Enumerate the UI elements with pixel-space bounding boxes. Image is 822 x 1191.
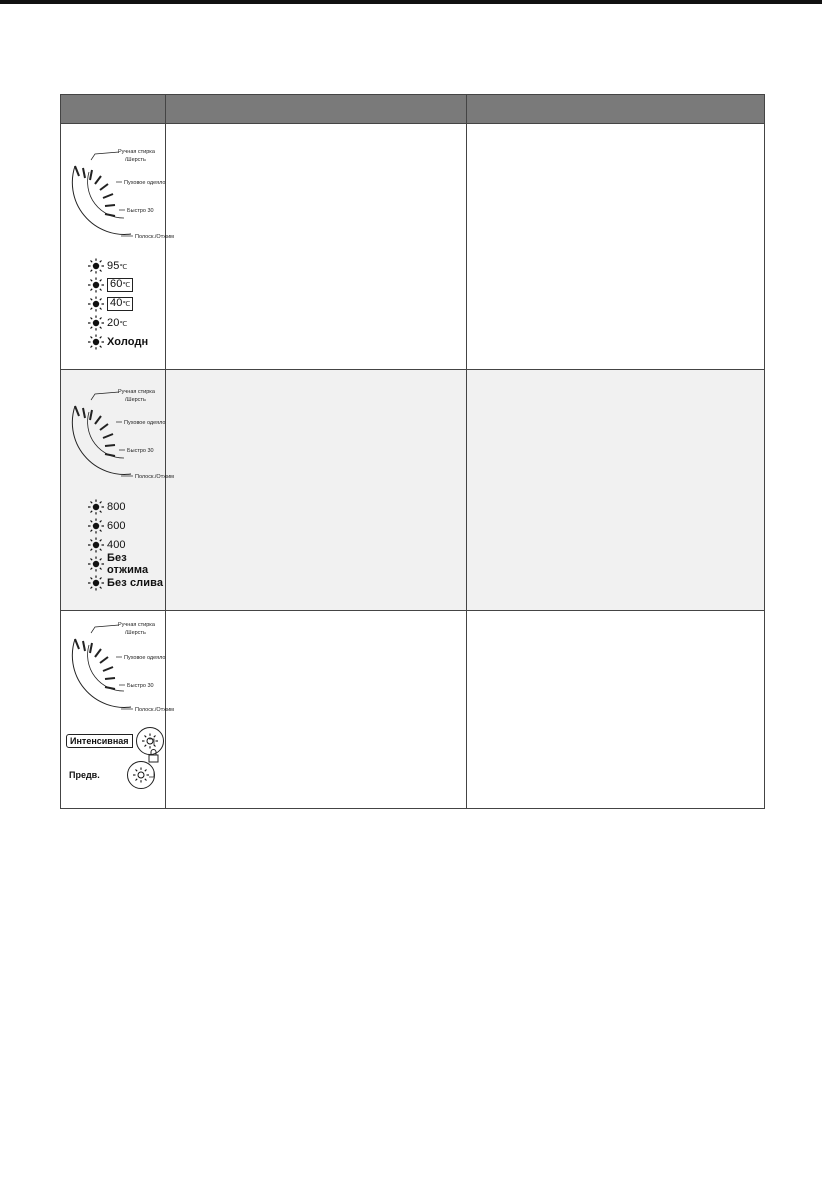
sun-indicator-icon xyxy=(87,296,105,312)
description-cell-temperature xyxy=(166,124,467,370)
spin-options xyxy=(87,497,165,592)
notes-cell-spin xyxy=(467,370,765,611)
panel-cell-spin xyxy=(61,370,174,611)
spin-option-label: 400 xyxy=(107,538,126,551)
sun-indicator-icon xyxy=(87,575,105,591)
program-dial-icon xyxy=(61,370,174,496)
dial-label-rinse-spin: Полоск./Отжим xyxy=(135,234,174,240)
temperature-option-label: 40℃ xyxy=(107,297,133,311)
sun-indicator-icon xyxy=(87,277,105,293)
temperature-option-95 xyxy=(87,256,148,275)
sun-indicator-icon xyxy=(87,556,105,572)
header-cell-panel xyxy=(61,95,166,124)
temperature-option-40 xyxy=(87,294,148,313)
sun-indicator-icon xyxy=(87,537,105,553)
dial-label-quick30: Быстро 30 xyxy=(127,448,154,454)
sun-indicator-icon xyxy=(87,334,105,350)
top-rule xyxy=(0,0,822,4)
intensive-label: Интенсивная xyxy=(66,734,133,748)
header-cell-description xyxy=(166,95,467,124)
temperature-option-20 xyxy=(87,313,148,332)
notes-cell-options xyxy=(467,611,765,809)
temperature-options xyxy=(87,256,148,351)
spin-option-800 xyxy=(87,497,165,516)
spin-option-no-drain xyxy=(87,573,165,592)
temperature-option-label: 95℃ xyxy=(107,259,128,272)
prewash-option xyxy=(69,761,155,789)
dial-label-handwash: Ручная стирка xyxy=(118,389,155,395)
description-cell-spin xyxy=(166,370,467,611)
sun-indicator-icon xyxy=(87,258,105,274)
spin-option-label: 600 xyxy=(107,519,126,532)
dial-label-handwash: Ручная стирка xyxy=(118,622,155,628)
sun-indicator-icon xyxy=(87,499,105,515)
sun-indicator-icon xyxy=(87,518,105,534)
table-row-temperature xyxy=(61,124,765,370)
program-dial-icon xyxy=(61,124,174,254)
prewash-label: Предв. xyxy=(69,770,100,780)
header-cell-notes xyxy=(467,95,765,124)
dial-label-handwash: Ручная стирка xyxy=(118,149,155,155)
control-panel-table xyxy=(60,94,765,809)
dial-label-duvet: Пуховое одеяло xyxy=(124,655,166,661)
temperature-option-cold xyxy=(87,332,148,351)
dial-label-duvet: Пуховое одеяло xyxy=(124,420,166,426)
temperature-option-label: Холодн xyxy=(107,335,149,348)
program-dial-icon xyxy=(61,611,174,721)
table-row-spin xyxy=(61,370,765,611)
table-row-options xyxy=(61,611,765,809)
spin-option-no-spin xyxy=(87,551,165,576)
child-lock-icon xyxy=(147,737,161,781)
dial-label-wool: /Шерсть xyxy=(125,630,146,636)
temperature-option-label: 60℃ xyxy=(107,278,133,292)
temperature-option-label: 20℃ xyxy=(107,316,128,329)
notes-cell-temperature xyxy=(467,124,765,370)
dial-label-wool: /Шерсть xyxy=(125,397,146,403)
dial-label-quick30: Быстро 30 xyxy=(127,683,154,689)
spin-option-label: Без слива xyxy=(107,576,164,589)
dial-label-wool: /Шерсть xyxy=(125,157,146,163)
panel-cell-options xyxy=(61,611,174,809)
spin-option-label: Без отжима xyxy=(107,551,149,576)
dial-label-rinse-spin: Полоск./Отжим xyxy=(135,707,174,713)
sun-indicator-icon xyxy=(87,315,105,331)
description-cell-options xyxy=(166,611,467,809)
panel-cell-temperature xyxy=(61,124,174,370)
dial-label-duvet: Пуховое одеяло xyxy=(124,180,166,186)
dial-label-quick30: Быстро 30 xyxy=(127,208,154,214)
temperature-option-60 xyxy=(87,275,148,294)
table-header-row xyxy=(61,95,765,124)
dial-label-rinse-spin: Полоск./Отжим xyxy=(135,474,174,480)
spin-option-label: 800 xyxy=(107,500,126,513)
spin-option-600 xyxy=(87,516,165,535)
